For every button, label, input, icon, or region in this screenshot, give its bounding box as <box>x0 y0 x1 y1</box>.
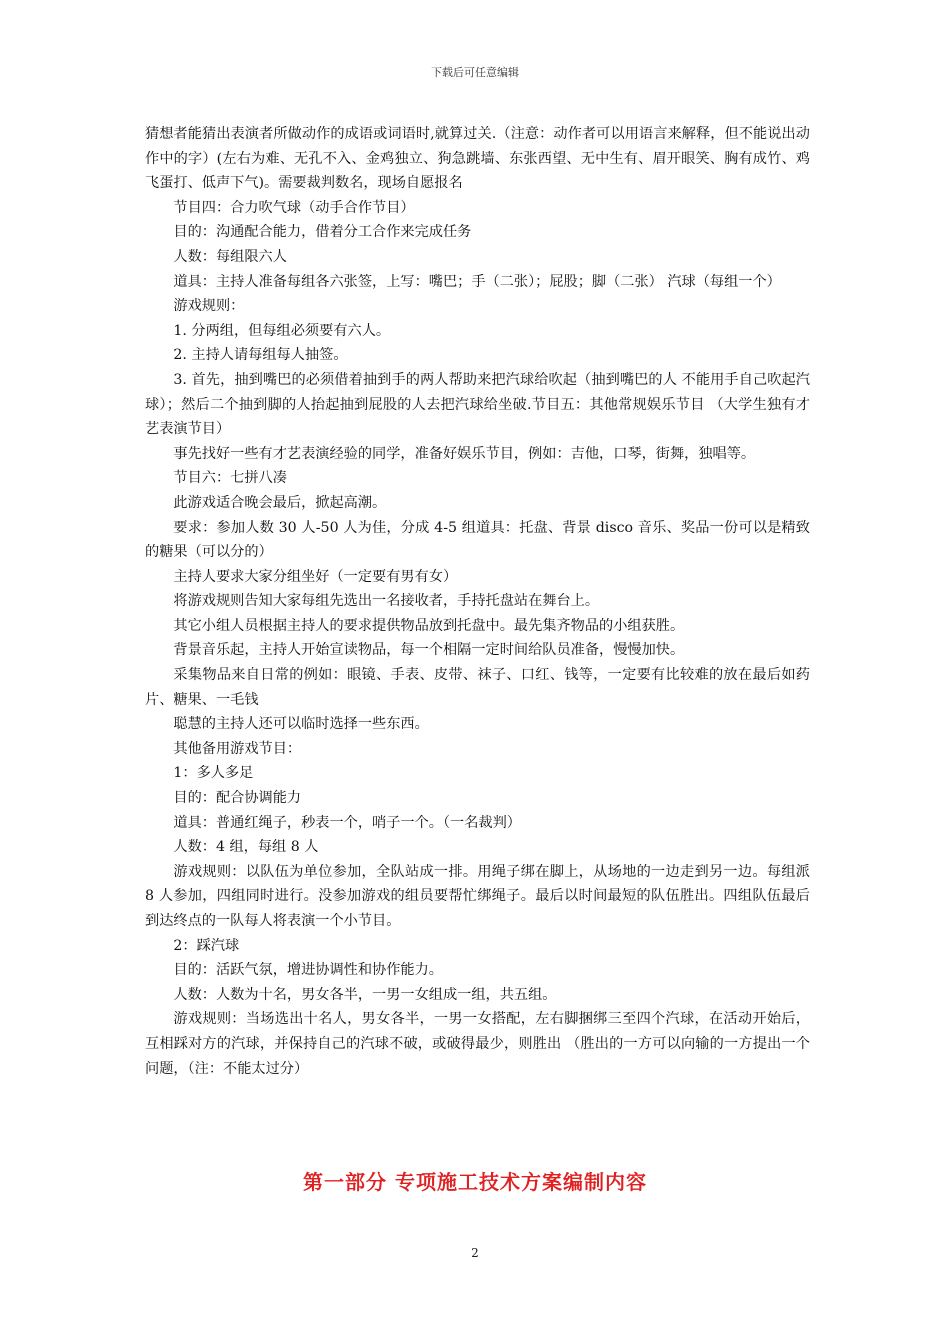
page-number: 2 <box>471 1246 479 1260</box>
paragraph: 道具：主持人准备每组各六张签，上写：嘴巴；手（二张）；屁股；脚（二张） 汽球（每组一个） <box>173 273 781 290</box>
paragraph: 目的：活跃气氛，增进协调性和协作能力。 <box>173 962 443 979</box>
document-body <box>145 122 810 1081</box>
section-heading: 第一部分 专项施工技术方案编制内容 <box>303 1170 647 1194</box>
paragraph: 节目四：合力吹气球（动手合作节目） <box>173 199 415 216</box>
paragraph: 3. 首先，抽到嘴巴的必须借着抽到手的两人帮助来把汽球给吹起（抽到嘴巴的人 不能用手自己吹起汽球）；然后二个抽到脚的人抬起抽到屁股的人去把汽球给坐破.节目五：其他常规娱乐节目 （大学生独有才艺表演节目） <box>145 371 810 438</box>
paragraph: 2. 主持人请每组每人抽签。 <box>173 347 348 364</box>
paragraph: 背景音乐起，主持人开始宣读物品，每一个相隔一定时间给队员准备，慢慢加快。 <box>173 642 685 659</box>
paragraph: 人数：每组限六人 <box>173 248 287 265</box>
paragraph: 聪慧的主持人还可以临时选择一些东西。 <box>173 716 429 733</box>
paragraph: 游戏规则： <box>173 298 245 315</box>
page-header: 下载后可任意编辑 <box>431 66 519 79</box>
paragraph: 主持人要求大家分组坐好（一定要有男有女） <box>173 568 458 585</box>
paragraph: 人数：4 组，每组 8 人 <box>173 839 319 856</box>
paragraph: 要求：参加人数 30 人-50 人为佳，分成 4-5 组道具：托盘、背景 disco 音乐、奖品一份可以是精致的糖果（可以分的） <box>145 519 810 561</box>
paragraph: 其他备用游戏节目： <box>173 740 302 757</box>
paragraph: 2：踩汽球 <box>173 937 240 954</box>
paragraph: 1：多人多足 <box>173 765 254 782</box>
paragraph: 道具：普通红绳子，秒表一个，哨子一个。（一名裁判） <box>173 814 521 831</box>
paragraph: 此游戏适合晚会最后，掀起高潮。 <box>173 494 387 511</box>
paragraph: 游戏规则：当场选出十名人，男女各半，一男一女搭配，左右脚捆绑三至四个汽球，在活动开始后，互相踩对方的汽球，并保持自己的汽球不破，或破得最少，则胜出 （胜出的一方可以向输的一方提出一个问题，（注：不能太过分） <box>145 1011 810 1077</box>
paragraph: 猜想者能猜出表演者所做动作的成语或词语时,就算过关.（注意：动作者可以用语言来解释，但不能说出动作中的字）(左右为难、无孔不入、金鸡独立、狗急跳墙、东张西望、无中生有、眉开眼笑、胸有成竹、鸡飞蛋打、低声下气)。需要裁判数名，现场自愿报名 <box>145 126 810 192</box>
paragraph: 采集物品来自日常的例如：眼镜、手表、皮带、袜子、口红、钱等，一定要有比较难的放在最后如药片、糖果、一毛钱 <box>145 667 810 708</box>
paragraph: 事先找好一些有才艺表演经验的同学，准备好娱乐节目，例如：吉他，口琴，街舞，独唱等。 <box>173 445 756 462</box>
paragraph: 其它小组人员根据主持人的要求提供物品放到托盘中。最先集齐物品的小组获胜。 <box>173 617 685 634</box>
paragraph: 1. 分两组，但每组必须要有六人。 <box>173 322 391 339</box>
paragraph: 节目六：七拼八凑 <box>173 470 287 487</box>
paragraph: 目的：配合协调能力 <box>173 790 302 807</box>
paragraph: 人数：人数为十名，男女各半，一男一女组成一组，共五组。 <box>173 986 557 1003</box>
paragraph: 将游戏规则告知大家每组先选出一名接收者，手持托盘站在舞台上。 <box>173 593 600 610</box>
paragraph: 目的：沟通配合能力，借着分工合作来完成任务 <box>173 224 472 241</box>
paragraph: 游戏规则：以队伍为单位参加，全队站成一排。用绳子绑在脚上，从场地的一边走到另一边。每组派 8 人参加，四组同时进行。没参加游戏的组员要帮忙绑绳子。最后以时间最短的队伍胜出。四组队伍最后到达终点的一队每人将表演一个小节目。 <box>145 863 810 929</box>
